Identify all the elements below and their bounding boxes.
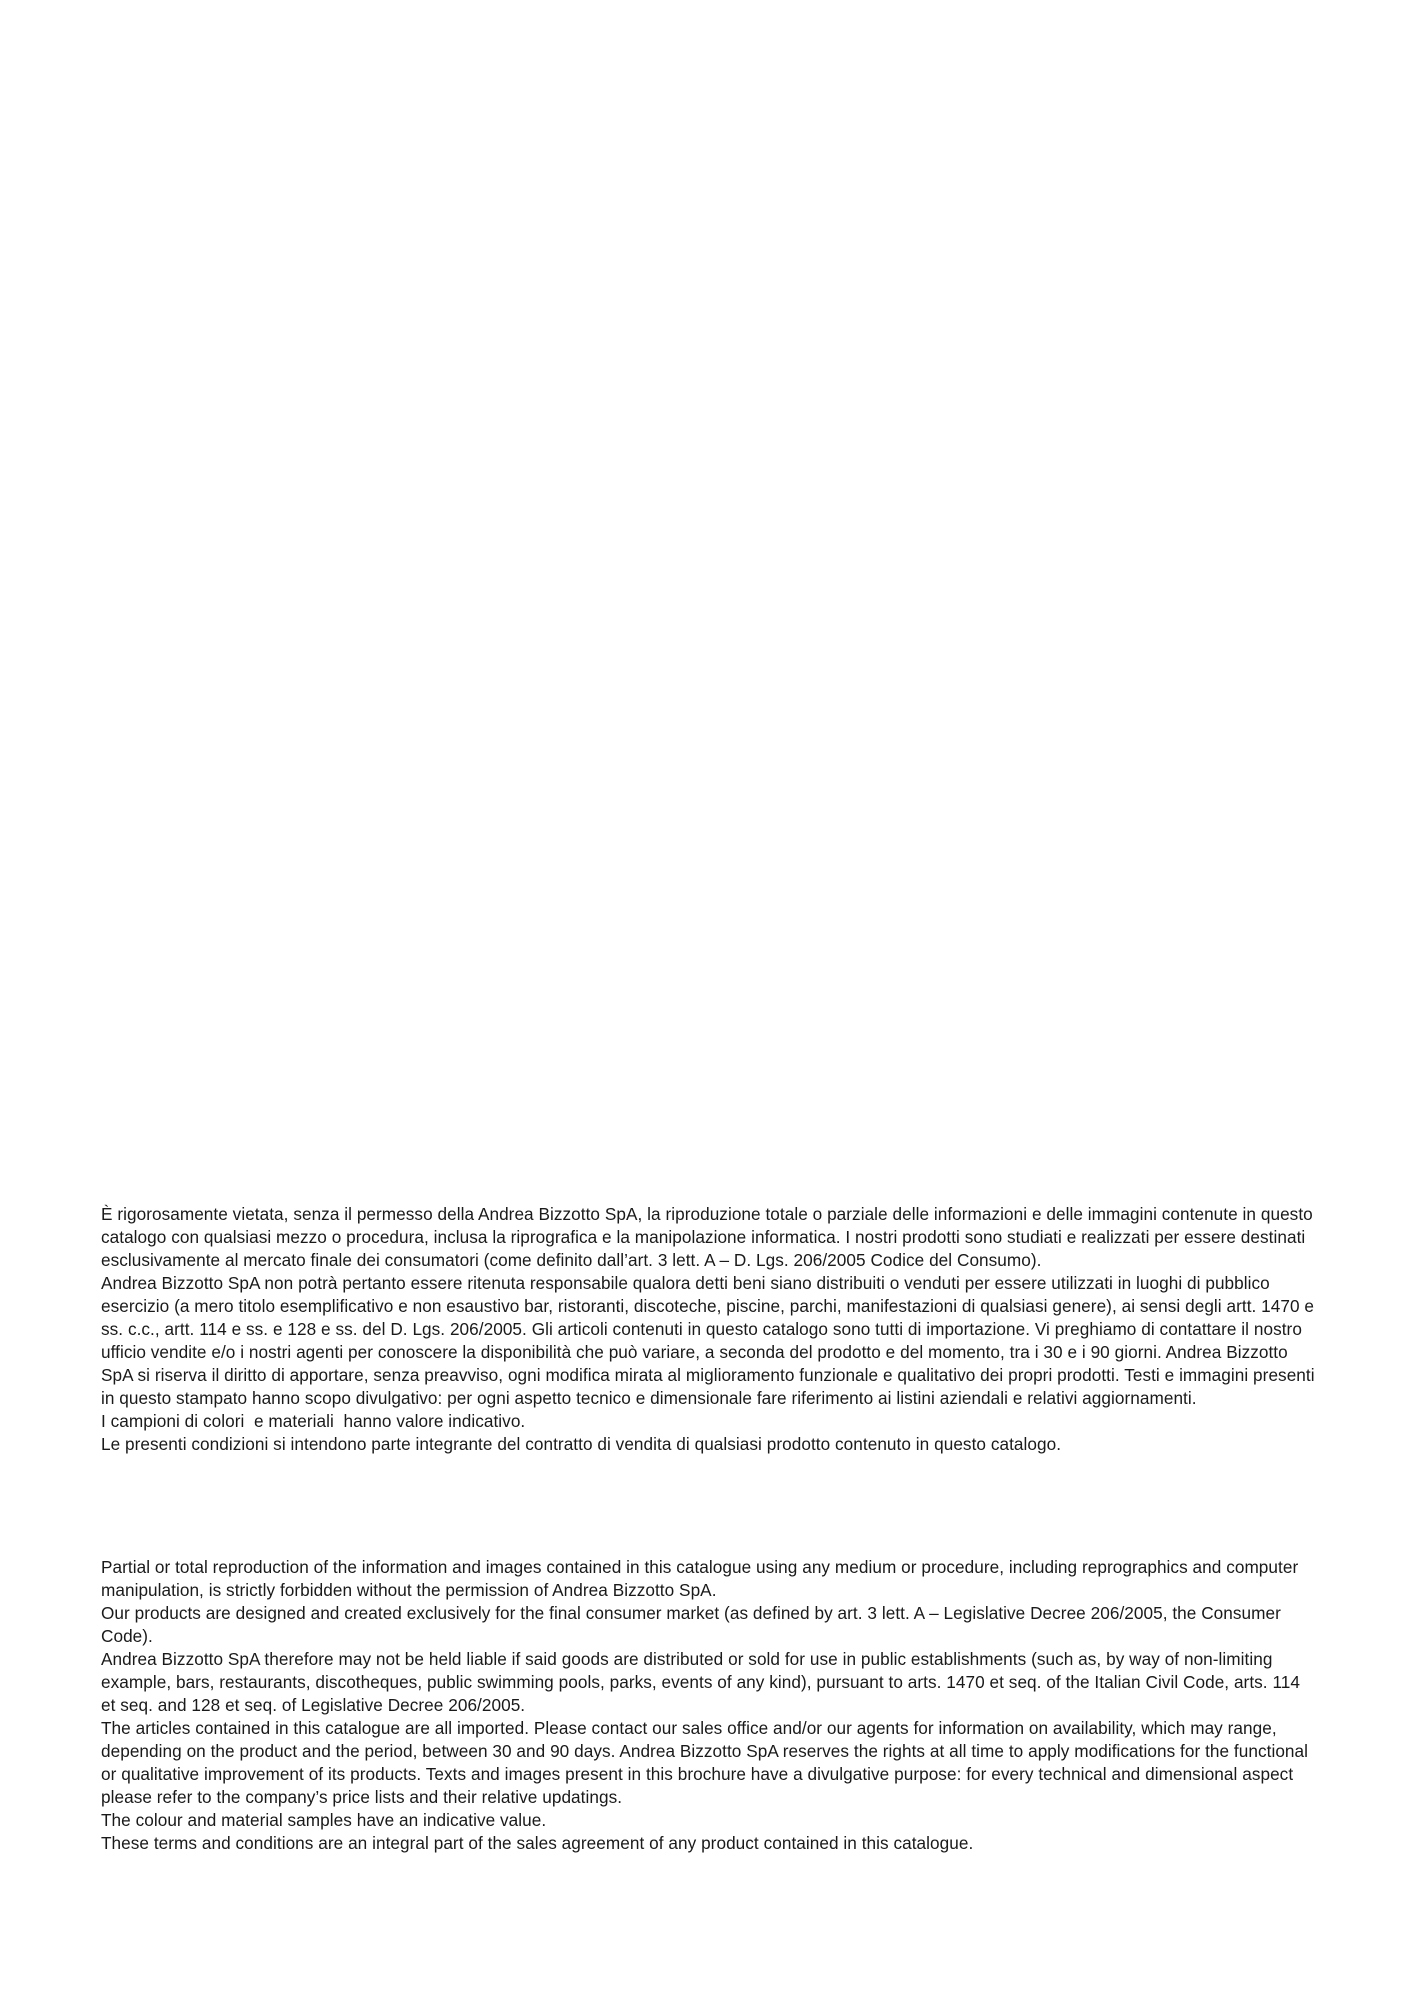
disclaimer-it-paragraph: I campioni di colori e materiali hanno valore indicativo. xyxy=(101,1411,526,1431)
disclaimer-en-paragraph: The colour and material samples have an indicative value. xyxy=(101,1810,547,1830)
disclaimer-en-paragraph: Our products are designed and created exclusively for the final consumer market (as defined by art. 3 lett. A – Legislative Decree 206/2005, the Consumer Code). xyxy=(101,1603,1281,1646)
disclaimer-en-paragraph: Andrea Bizzotto SpA therefore may not be held liable if said goods are distributed or sold for use in public establishments (such as, by way of non-limiting example, bars, restaurants, discotheques, public swimming pools, parks, events of any kind), pursuant to arts. 1470 et seq. of the Italian Civil Code, arts. 114 et seq. and 128 et seq. of Legislative Decree 206/2005. xyxy=(101,1649,1301,1715)
disclaimer-en-paragraph: Partial or total reproduction of the information and images contained in this catalogue using any medium or procedure, including reprographics and computer manipulation, is strictly forbidden without the permission of Andrea Bizzotto SpA. xyxy=(101,1557,1299,1600)
disclaimer-it-paragraph: Andrea Bizzotto SpA non potrà pertanto essere ritenuta responsabile qualora detti beni siano distribuiti o venduti per essere utilizzati in luoghi di pubblico esercizio (a mero titolo esemplificativo e non esaustivo bar, ristoranti, discoteche, piscine, parchi, manifestazioni di qualsiasi genere), ai sensi degli artt. 1470 e ss. c.c., artt. 114 e ss. e 128 e ss. del D. Lgs. 206/2005. Gli articoli contenuti in questo catalogo sono tutti di importazione. Vi preghiamo di contattare il nostro ufficio vendite e/o i nostri agenti per conoscere la disponibilità che può variare, a seconda del prodotto e del momento, tra i 30 e i 90 giorni. Andrea Bizzotto SpA si riserva il diritto di apportare, senza preavviso, ogni modifica mirata al miglioramento funzionale e qualitativo dei propri prodotti. Testi e immagini presenti in questo stampato hanno scopo divulgativo: per ogni aspetto tecnico e dimensionale fare riferimento ai listini aziendali e relativi aggiornamenti. xyxy=(101,1273,1315,1408)
disclaimer-it-paragraph: È rigorosamente vietata, senza il permesso della Andrea Bizzotto SpA, la riproduzione totale o parziale delle informazioni e delle immagini contenute in questo catalogo con qualsiasi mezzo o procedura, inclusa la riprografica e la manipolazione informatica. I nostri prodotti sono studiati e realizzati per essere destinati esclusivamente al mercato finale dei consumatori (come definito dall’art. 3 lett. A – D. Lgs. 206/2005 Codice del Consumo). xyxy=(101,1204,1313,1270)
disclaimer-english xyxy=(101,1556,1319,1855)
disclaimer-it-paragraph: Le presenti condizioni si intendono parte integrante del contratto di vendita di qualsiasi prodotto contenuto in questo catalogo. xyxy=(101,1434,1062,1454)
disclaimer-en-paragraph: The articles contained in this catalogue are all imported. Please contact our sales office and/or our agents for information on availability, which may range, depending on the product and the period, between 30 and 90 days. Andrea Bizzotto SpA reserves the rights at all time to apply modifications for the functional or qualitative improvement of its products. Texts and images present in this brochure have a divulgative purpose: for every technical and dimensional aspect please refer to the company’s price lists and their relative updatings. xyxy=(101,1718,1309,1807)
disclaimer-italian xyxy=(101,1203,1319,1456)
disclaimer-en-paragraph: These terms and conditions are an integral part of the sales agreement of any product contained in this catalogue. xyxy=(101,1833,974,1853)
